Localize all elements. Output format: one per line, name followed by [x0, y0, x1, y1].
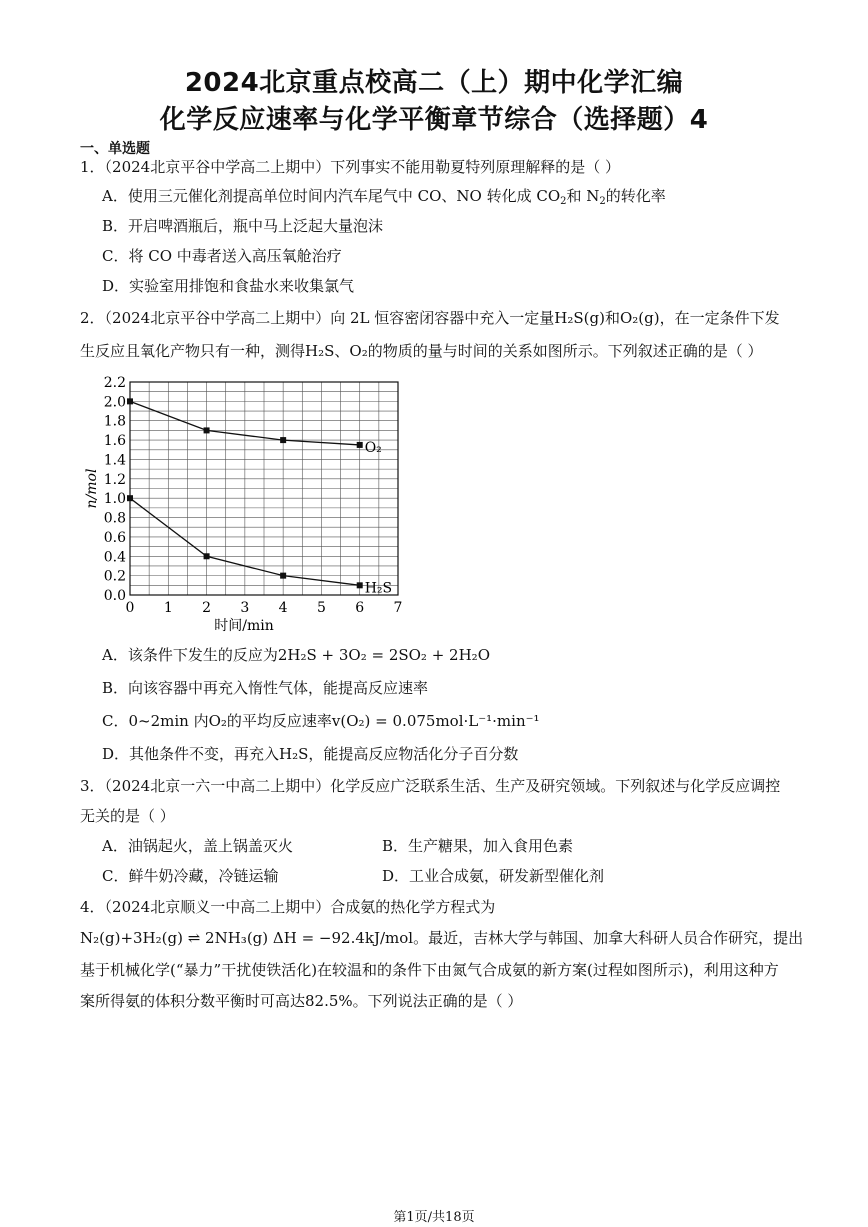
q2-option-b: B．向该容器中再充入惰性气体，能提高反应速率	[102, 679, 429, 697]
rate-expression: v(O₂) = 0.075mol·L⁻¹·min⁻¹	[331, 712, 540, 730]
q3-option-d: D．工业合成氨，研发新型催化剂	[382, 867, 605, 885]
x-tick-label: 2	[202, 600, 212, 616]
q4-stem-line2	[80, 928, 803, 948]
q3-stem-line2: 无关的是（ ）	[80, 807, 175, 825]
data-point	[280, 437, 286, 443]
thermochemical-equation: N₂(g)+3H₂(g) ⇌ 2NH₃(g) ΔH = −92.4kJ/mol	[80, 929, 414, 947]
y-tick-label: 1.4	[103, 452, 126, 469]
page-title: 2024北京重点校高二（上）期中化学汇编	[184, 68, 684, 98]
x-axis-label: 时间/min	[214, 618, 274, 634]
q1-option-a	[102, 186, 666, 212]
q1-stem: 1．（2024北京平谷中学高二上期中）下列事实不能用勒夏特列原理解释的是（ ）	[80, 158, 620, 176]
y-tick-label: 0.2	[103, 568, 126, 585]
data-point	[204, 427, 210, 433]
y-tick-label: 2.0	[103, 394, 126, 411]
y-tick-label: 0.6	[103, 529, 126, 546]
formula: O₂	[349, 342, 368, 360]
subscript: 2	[599, 196, 606, 207]
data-point	[280, 573, 286, 579]
amount-vs-time-chart	[80, 372, 420, 642]
q1-option-c: C．将 CO 中毒者送入高压氧舱治疗	[102, 247, 342, 265]
x-tick-label: 6	[355, 600, 365, 616]
q2-option-c-text: 的平均反应速率	[226, 712, 332, 730]
x-tick-label: 5	[316, 600, 326, 616]
y-axis-label: n/mol	[84, 468, 100, 509]
q2-stem-line1	[80, 308, 780, 328]
x-tick-label: 4	[278, 600, 288, 616]
section-label: 一、单选题	[80, 141, 150, 157]
reaction-equation: 2H₂S + 3O₂ = 2SO₂ + 2H₂O	[277, 646, 490, 664]
q2-stem-text: 和	[604, 309, 620, 327]
q1-option-d: D．实验室用排饱和食盐水来收集氯气	[102, 277, 355, 295]
q2-option-c	[102, 711, 540, 731]
x-tick-label: 7	[393, 600, 403, 616]
q3-stem-line1: 3．（2024北京一六一中高二上期中）化学反应广泛联系生活、生产及研究领域。下列叙述与化学反应调控	[80, 777, 781, 795]
q4-stem-line3: 基于机械化学(“暴力”干扰使铁活化)在较温和的条件下由氮气合成氨的新方案(过程如图所示)，利用这种方	[80, 961, 779, 979]
y-tick-label: 1.6	[103, 433, 126, 450]
q3-option-a: A．油锅起火，盖上锅盖灭火	[102, 837, 293, 855]
data-point	[204, 553, 210, 559]
formula: O₂	[208, 712, 227, 730]
y-tick-label: 1.0	[103, 491, 126, 508]
x-tick-label: 0	[125, 600, 135, 616]
q1-option-b: B．开启啤酒瓶后，瓶中马上泛起大量泡沫	[102, 217, 384, 235]
y-tick-label: 0.0	[103, 588, 126, 604]
y-tick-label: 0.8	[103, 510, 126, 527]
data-point	[127, 495, 133, 501]
q4-stem-line1: 4．（2024北京顺义一中高二上期中）合成氨的热化学方程式为	[80, 898, 496, 916]
formula: H₂S	[305, 342, 335, 360]
data-point	[357, 442, 363, 448]
q3-option-c: C．鲜牛奶冷藏，冷链运输	[102, 867, 279, 885]
q1-option-a-text-mid: 和 N	[566, 187, 600, 205]
q3-option-b: B．生产糖果，加入食用色素	[382, 837, 574, 855]
y-tick-label: 0.4	[103, 549, 126, 566]
formula: H₂S(g)	[554, 309, 605, 327]
q2-option-a	[102, 645, 490, 665]
data-point	[127, 398, 133, 404]
x-tick-label: 1	[163, 600, 173, 616]
subscript: 2	[560, 196, 567, 207]
q1-option-a-text-end: 的转化率	[605, 187, 666, 205]
q2-stem-line2	[80, 341, 763, 361]
q2-option-d	[102, 744, 518, 764]
q2-stem-text: ，在一定条件下发	[659, 309, 780, 327]
q1-option-a-text: A．使用三元催化剂提高单位时间内汽车尾气中 CO、NO 转化成 CO	[102, 187, 561, 205]
q4-stem-line4: 案所得氨的体积分数平衡时可高达82.5%。下列说法正确的是（ ）	[80, 992, 523, 1010]
page-subtitle: 化学反应速率与化学平衡章节综合（选择题）4	[159, 105, 709, 135]
formula: H₂S	[279, 745, 309, 763]
y-tick-label: 1.8	[103, 413, 126, 430]
series-label: O₂	[364, 439, 382, 456]
q2-option-c-text: C．0~2min 内	[102, 712, 209, 730]
q2-option-d-text: ，能提高反应物活化分子百分数	[308, 745, 519, 763]
q2-stem-text: 生反应且氧化产物只有一种，测得	[80, 342, 306, 360]
series-label: H₂S	[364, 580, 393, 597]
q2-stem-text: 、	[334, 342, 350, 360]
x-tick-label: 3	[240, 600, 250, 616]
q2-option-d-text: D．其他条件不变，再充入	[102, 745, 280, 763]
q2-stem-text: 的物质的量与时间的关系如图所示。下列叙述正确的是（ ）	[367, 342, 763, 360]
page-footer: 第1页/共18页	[393, 1210, 475, 1225]
formula: O₂(g)	[619, 309, 660, 327]
q2-option-a-text: A．该条件下发生的反应为	[102, 646, 278, 664]
q4-stem-text: 。最近，吉林大学与韩国、加拿大科研人员合作研究，提出	[413, 929, 804, 947]
data-point	[357, 582, 363, 588]
y-tick-label: 2.2	[103, 375, 126, 391]
q2-stem-text: 2．（2024北京平谷中学高二上期中）向 2L 恒容密闭容器中充入一定量	[80, 309, 555, 327]
y-tick-label: 1.2	[103, 471, 126, 488]
